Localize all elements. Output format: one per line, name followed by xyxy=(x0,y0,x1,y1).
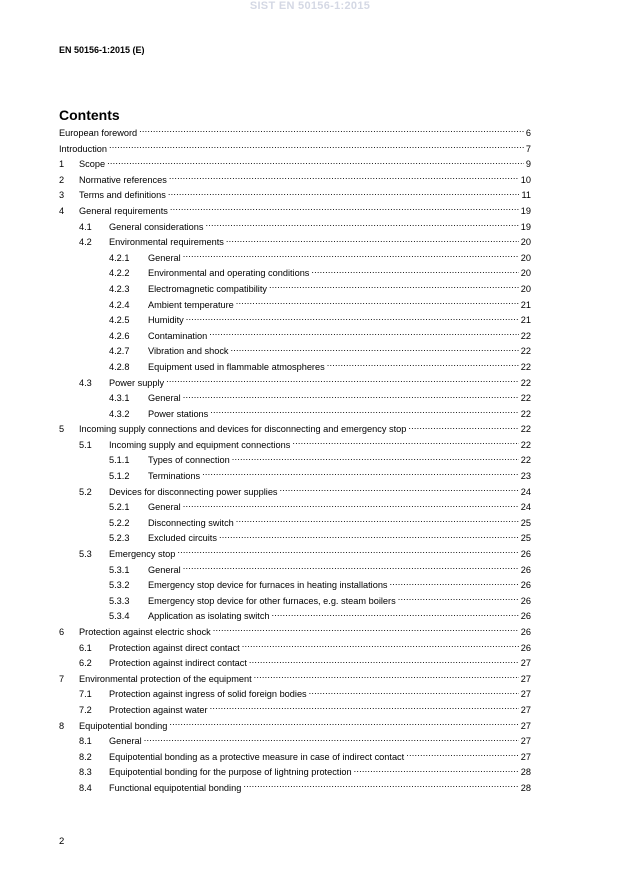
page-number: 2 xyxy=(59,836,65,847)
toc-entry-number: 3 xyxy=(59,190,65,201)
toc-entry-title: General considerations xyxy=(109,221,204,232)
toc-entry[interactable] xyxy=(59,578,531,594)
toc-entry-title: General xyxy=(148,252,181,263)
toc-entry[interactable] xyxy=(59,594,531,610)
toc-entry[interactable] xyxy=(59,641,531,657)
toc-entry[interactable] xyxy=(59,282,531,298)
toc-entry-title: Environmental requirements xyxy=(109,237,224,248)
toc-entry-number: 4.2.6 xyxy=(109,330,130,341)
toc-entry[interactable] xyxy=(59,298,531,314)
toc-entry-number: 4 xyxy=(59,205,65,216)
toc-entry-number: 4.2 xyxy=(79,237,92,248)
toc-dot-leader xyxy=(202,469,519,479)
toc-dot-leader xyxy=(183,563,519,573)
toc-dot-leader xyxy=(226,235,519,245)
toc-entry-title: Vibration and shock xyxy=(148,346,229,357)
toc-entry-title: Environmental protection of the equipment xyxy=(79,673,252,684)
toc-entry[interactable] xyxy=(59,765,531,781)
toc-entry[interactable] xyxy=(59,188,531,204)
toc-entry-page: 20 xyxy=(520,268,531,279)
toc-entry-number: 4.2.8 xyxy=(109,361,130,372)
toc-entry-page: 22 xyxy=(520,330,531,341)
toc-entry-page: 26 xyxy=(520,580,531,591)
toc-entry-page: 22 xyxy=(520,361,531,372)
toc-dot-leader xyxy=(166,376,519,386)
toc-entry[interactable] xyxy=(59,656,531,672)
toc-entry-number: 1 xyxy=(59,159,65,170)
toc-entry-page: 28 xyxy=(520,782,531,793)
toc-entry-number: 4.2.2 xyxy=(109,268,130,279)
toc-entry-number: 4.3.1 xyxy=(109,393,130,404)
toc-entry[interactable] xyxy=(59,672,531,688)
toc-entry[interactable] xyxy=(59,235,531,251)
toc-dot-leader xyxy=(243,781,518,791)
toc-entry-title: Ambient temperature xyxy=(148,299,234,310)
toc-entry-title: General xyxy=(148,564,181,575)
toc-entry-number: 2 xyxy=(59,174,65,185)
toc-entry[interactable] xyxy=(59,781,531,797)
toc-dot-leader xyxy=(327,360,519,370)
toc-entry-page: 27 xyxy=(520,673,531,684)
toc-entry-number: 8.4 xyxy=(79,782,92,793)
toc-entry[interactable] xyxy=(59,220,531,236)
toc-entry[interactable] xyxy=(59,422,531,438)
toc-dot-leader xyxy=(170,204,519,214)
toc-dot-leader xyxy=(292,438,518,448)
toc-entry[interactable] xyxy=(59,204,531,220)
toc-dot-leader xyxy=(232,453,519,463)
toc-entry-title: Equipotential bonding xyxy=(79,720,168,731)
toc-entry[interactable] xyxy=(59,531,531,547)
toc-entry-number: 4.2.5 xyxy=(109,315,130,326)
toc-entry[interactable] xyxy=(59,500,531,516)
toc-entry-number: 5.2.3 xyxy=(109,533,130,544)
toc-entry-page: 22 xyxy=(520,393,531,404)
toc-entry[interactable] xyxy=(59,485,531,501)
toc-entry-title: Environmental and operating conditions xyxy=(148,268,310,279)
toc-entry-title: Incoming supply connections and devices for disconnecting and emergency stop xyxy=(79,424,407,435)
toc-entry-title: Normative references xyxy=(79,174,167,185)
toc-entry-page: 21 xyxy=(520,299,531,310)
toc-entry-page: 7 xyxy=(525,143,531,154)
toc-entry[interactable] xyxy=(59,734,531,750)
toc-entry[interactable] xyxy=(59,251,531,267)
toc-entry-page: 24 xyxy=(520,486,531,497)
toc-entry-title: Scope xyxy=(79,159,106,170)
toc-entry-number: 5 xyxy=(59,424,65,435)
toc-entry-title: Incoming supply and equipment connections xyxy=(109,439,291,450)
toc-dot-leader xyxy=(272,609,519,619)
toc-entry-title: General xyxy=(148,393,181,404)
toc-entry-number: 4.2.7 xyxy=(109,346,130,357)
toc-entry[interactable] xyxy=(59,329,531,345)
toc-entry[interactable] xyxy=(59,625,531,641)
toc-entry-page: 6 xyxy=(525,128,531,138)
toc-entry-title: Protection against ingress of solid foreign bodies xyxy=(109,689,307,700)
toc-entry-title: Emergency stop device for furnaces in heating installations xyxy=(148,580,388,591)
toc-entry-page: 26 xyxy=(520,627,531,637)
toc-entry[interactable] xyxy=(59,750,531,766)
toc-entry-title: Terms and definitions xyxy=(79,190,166,201)
toc-entry-number: 4.1 xyxy=(79,221,92,232)
toc-entry-title: Equipotential bonding as a protective measure in case of indirect contact xyxy=(109,751,405,762)
toc-entry[interactable] xyxy=(59,313,531,329)
toc-dot-leader xyxy=(168,188,520,198)
toc-entry-page: 22 xyxy=(520,346,531,357)
toc-entry[interactable] xyxy=(59,407,531,423)
toc-entry-number: 5.3.2 xyxy=(109,580,130,591)
toc-entry-title: Types of connection xyxy=(148,455,230,466)
toc-entry-number: 4.3 xyxy=(79,377,92,388)
toc-entry-page: 26 xyxy=(520,595,531,606)
toc-entry-number: 7 xyxy=(59,673,65,684)
toc-entry-number: 8 xyxy=(59,720,65,731)
toc-entry-page: 19 xyxy=(520,221,531,232)
toc-dot-leader xyxy=(390,578,519,588)
toc-entry[interactable] xyxy=(59,391,531,407)
toc-entry-page: 22 xyxy=(520,455,531,466)
toc-entry-number: 8.2 xyxy=(79,751,92,762)
toc-entry-page: 22 xyxy=(520,439,531,450)
toc-entry-number: 7.2 xyxy=(79,704,92,715)
toc-entry-page: 25 xyxy=(520,533,531,544)
toc-entry[interactable] xyxy=(59,719,531,735)
toc-entry-title: Devices for disconnecting power supplies xyxy=(109,486,278,497)
toc-dot-leader xyxy=(236,298,519,308)
toc-entry-title: Protection against indirect contact xyxy=(109,658,247,669)
toc-dot-leader xyxy=(311,266,518,276)
toc-entry-number: 5.1.2 xyxy=(109,471,130,482)
toc-entry[interactable] xyxy=(59,609,531,625)
toc-entry-title: European foreword xyxy=(59,128,138,138)
toc-entry-page: 20 xyxy=(520,283,531,294)
toc-entry-page: 28 xyxy=(520,767,531,778)
toc-dot-leader xyxy=(231,344,519,354)
toc-entry[interactable] xyxy=(59,126,531,142)
toc-dot-leader xyxy=(280,485,519,495)
toc-entry[interactable] xyxy=(59,453,531,469)
toc-entry-page: 27 xyxy=(520,658,531,669)
toc-entry-number: 7.1 xyxy=(79,689,92,700)
toc-entry[interactable] xyxy=(59,157,531,173)
toc-entry-title: Protection against electric shock xyxy=(79,627,211,637)
toc-entry-page: 11 xyxy=(521,190,531,201)
toc-entry-title: Emergency stop device for other furnaces, e.g. steam boilers xyxy=(148,595,396,606)
toc-entry-page: 10 xyxy=(520,174,531,185)
toc-entry-title: Terminations xyxy=(148,471,201,482)
toc-dot-leader xyxy=(144,734,519,744)
toc-entry-page: 20 xyxy=(520,252,531,263)
toc-entry-title: Application as isolating switch xyxy=(148,611,270,622)
toc-dot-leader xyxy=(398,594,519,604)
toc-entry[interactable] xyxy=(59,438,531,454)
toc-entry-page: 27 xyxy=(520,689,531,700)
document-identifier: EN 50156-1:2015 (E) xyxy=(59,45,145,55)
toc-entry-page: 21 xyxy=(520,315,531,326)
watermark: SIST EN 50156-1:2015 xyxy=(249,0,371,12)
toc-dot-leader xyxy=(210,407,519,417)
toc-entry-page: 27 xyxy=(520,736,531,747)
toc-entry-title: Power stations xyxy=(148,408,209,419)
toc-dot-leader xyxy=(213,625,519,635)
toc-entry-number: 4.2.1 xyxy=(109,252,130,263)
toc-entry[interactable] xyxy=(59,563,531,579)
toc-entry-page: 26 xyxy=(520,611,531,622)
toc-entry-page: 23 xyxy=(520,471,531,482)
toc-entry-title: Humidity xyxy=(148,315,184,326)
toc-entry-title: Emergency stop xyxy=(109,549,176,560)
toc-entry-title: General requirements xyxy=(79,205,168,216)
toc-dot-leader xyxy=(408,422,518,432)
table-of-contents xyxy=(59,126,531,797)
toc-entry-number: 6.2 xyxy=(79,658,92,669)
toc-dot-leader xyxy=(210,703,519,713)
toc-entry-number: 5.2.2 xyxy=(109,517,130,528)
toc-entry[interactable] xyxy=(59,687,531,703)
toc-entry-number: 5.1 xyxy=(79,439,92,450)
toc-entry[interactable] xyxy=(59,703,531,719)
toc-entry-page: 24 xyxy=(520,502,531,513)
toc-dot-leader xyxy=(219,531,519,541)
toc-entry-page: 27 xyxy=(520,720,531,731)
toc-entry-title: Equipment used in flammable atmospheres xyxy=(148,361,325,372)
toc-entry-number: 4.2.3 xyxy=(109,283,130,294)
toc-entry-page: 20 xyxy=(520,237,531,248)
toc-entry-number: 5.1.1 xyxy=(109,455,130,466)
toc-dot-leader xyxy=(169,173,519,183)
toc-entry-title: Protection against direct contact xyxy=(109,642,240,653)
toc-entry-page: 27 xyxy=(520,751,531,762)
toc-entry-number: 8.1 xyxy=(79,736,92,747)
toc-entry-page: 26 xyxy=(520,642,531,653)
toc-dot-leader xyxy=(109,142,524,152)
toc-dot-leader xyxy=(242,641,519,651)
toc-entry-title: Power supply xyxy=(109,377,165,388)
toc-entry[interactable] xyxy=(59,376,531,392)
toc-entry-title: Contamination xyxy=(148,330,208,341)
toc-entry-page: 22 xyxy=(520,424,531,435)
toc-entry-number: 8.3 xyxy=(79,767,92,778)
toc-entry-title: General xyxy=(109,736,142,747)
toc-entry-number: 4.3.2 xyxy=(109,408,130,419)
toc-dot-leader xyxy=(209,329,519,339)
toc-dot-leader xyxy=(183,391,519,401)
toc-entry-number: 5.3.4 xyxy=(109,611,130,622)
toc-entry-title: Excluded circuits xyxy=(148,533,217,544)
toc-entry-page: 25 xyxy=(520,517,531,528)
toc-entry-title: Functional equipotential bonding xyxy=(109,782,242,793)
toc-dot-leader xyxy=(107,157,524,167)
toc-dot-leader xyxy=(254,672,519,682)
toc-dot-leader xyxy=(183,251,519,261)
toc-entry-title: Electromagnetic compatibility xyxy=(148,283,267,294)
toc-entry[interactable] xyxy=(59,266,531,282)
toc-dot-leader xyxy=(406,750,519,760)
toc-entry-title: Introduction xyxy=(59,143,108,154)
toc-dot-leader xyxy=(309,687,519,697)
toc-entry-page: 19 xyxy=(520,205,531,216)
toc-dot-leader xyxy=(177,547,518,557)
toc-dot-leader xyxy=(186,313,519,323)
toc-entry-page: 27 xyxy=(520,704,531,715)
toc-entry-number: 5.2.1 xyxy=(109,502,130,513)
toc-entry-number: 5.3 xyxy=(79,549,92,560)
toc-entry-page: 22 xyxy=(520,377,531,388)
toc-dot-leader xyxy=(205,220,518,230)
toc-entry-page: 26 xyxy=(520,564,531,575)
toc-entry[interactable] xyxy=(59,173,531,189)
toc-entry-number: 5.2 xyxy=(79,486,92,497)
toc-entry-number: 5.3.3 xyxy=(109,595,130,606)
toc-entry-title: Protection against water xyxy=(109,704,208,715)
toc-entry-number: 6.1 xyxy=(79,642,92,653)
toc-dot-leader xyxy=(354,765,519,775)
toc-entry[interactable] xyxy=(59,344,531,360)
toc-dot-leader xyxy=(249,656,519,666)
toc-entry-number: 4.2.4 xyxy=(109,299,130,310)
toc-entry[interactable] xyxy=(59,547,531,563)
toc-entry-page: 22 xyxy=(520,408,531,419)
contents-heading: Contents xyxy=(59,107,120,123)
toc-dot-leader xyxy=(183,500,519,510)
toc-entry-page: 9 xyxy=(525,159,531,170)
toc-entry-title: General xyxy=(148,502,181,513)
toc-entry-number: 5.3.1 xyxy=(109,564,130,575)
toc-entry-page: 26 xyxy=(520,549,531,560)
toc-entry[interactable] xyxy=(59,516,531,532)
toc-entry[interactable] xyxy=(59,469,531,485)
toc-entry-title: Disconnecting switch xyxy=(148,517,234,528)
toc-dot-leader xyxy=(169,719,518,729)
toc-entry-number: 6 xyxy=(59,627,65,637)
toc-entry-title: Equipotential bonding for the purpose of lightning protection xyxy=(109,767,352,778)
toc-dot-leader xyxy=(269,282,519,292)
toc-entry[interactable] xyxy=(59,142,531,158)
toc-dot-leader xyxy=(236,516,519,526)
toc-entry[interactable] xyxy=(59,360,531,376)
toc-dot-leader xyxy=(139,126,524,136)
